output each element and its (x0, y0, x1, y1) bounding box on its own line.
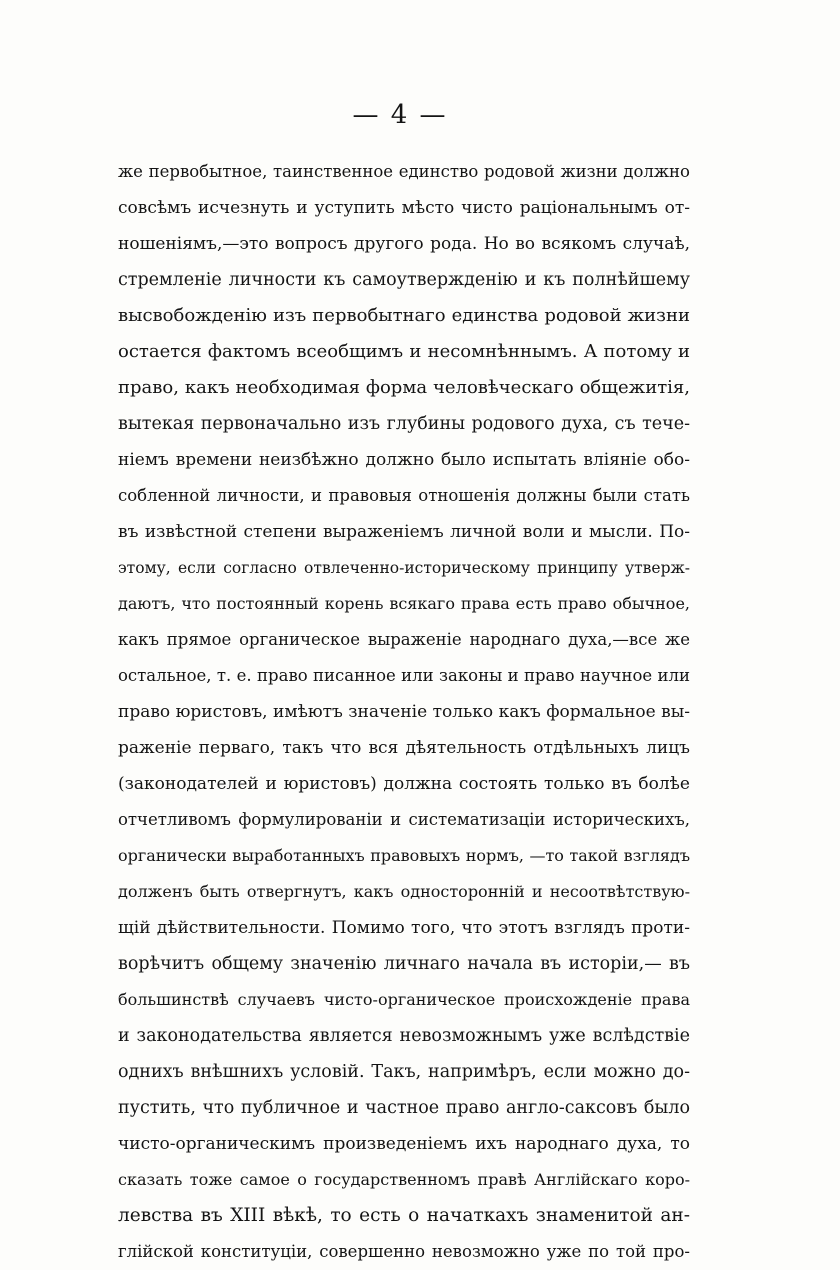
text-line-28: чисто-органическимъ произведеніемъ ихъ народнаго духа, то (118, 1134, 690, 1154)
body-text (118, 154, 690, 1270)
text-line-27: пустить, что публичное и частное право англо-саксовъ было (118, 1098, 690, 1118)
text-line-7: право, какъ необходимая форма человѣческаго общежитія, (118, 377, 690, 398)
text-line-16: право юристовъ, имѣютъ значеніе только какъ формальное вы- (118, 702, 690, 722)
text-line-9: ніемъ времени неизбѣжно должно было испытать вліяніе обо- (118, 450, 690, 470)
text-line-8: вытекая первоначально изъ глубины родового духа, съ тече- (118, 414, 690, 434)
text-line-20: органически выработанныхъ правовыхъ нормъ, —то такой взглядъ (118, 846, 690, 865)
text-line-4: стремленіе личности къ самоутвержденію и къ полнѣйшему (118, 270, 690, 290)
text-line-17: раженіе перваго, такъ что вся дѣятельность отдѣльныхъ лицъ (118, 738, 690, 758)
text-line-1: же первобытное, таинственное единство родовой жизни должно (118, 162, 690, 181)
text-line-25: и законодательства является невозможнымъ уже вслѣдствіе (118, 1026, 690, 1046)
text-line-29: сказать тоже самое о государственномъ правѣ Англійскаго коро- (118, 1170, 690, 1189)
page-number: — 4 — (352, 100, 448, 130)
text-line-5: высвобожденію изъ первобытнаго единства родовой жизни (118, 305, 690, 326)
text-line-6: остается фактомъ всеобщимъ и несомнѣннымъ. А потому и (118, 341, 690, 362)
text-line-15: остальное, т. е. право писанное или законы и право научное или (118, 666, 690, 685)
text-line-3: ношеніямъ,—это вопросъ другого рода. Но во всякомъ случаѣ, (118, 234, 690, 254)
text-line-30: левства въ XIII вѣкѣ, то есть о начаткахъ знаменитой ан- (118, 1205, 690, 1226)
text-line-26: однихъ внѣшнихъ условій. Такъ, напримѣръ, если можно до- (118, 1062, 690, 1082)
text-line-19: отчетливомъ формулированіи и систематизаціи историческихъ, (118, 810, 690, 829)
text-line-14: какъ прямое органическое выраженіе народнаго духа,—все же (118, 630, 690, 649)
text-line-24: большинствѣ случаевъ чисто-органическое происхожденіе права (118, 990, 690, 1009)
text-line-10: собленной личности, и правовыя отношенія должны были стать (118, 486, 690, 505)
text-line-23: ворѣчитъ общему значенію личнаго начала въ исторіи,— въ (118, 954, 690, 974)
text-line-12: этому, если согласно отвлеченно-историческому принципу утверж- (118, 559, 690, 577)
text-line-22: щій дѣйствительности. Помимо того, что этотъ взглядъ проти- (118, 918, 690, 938)
text-line-11: въ извѣстной степени выраженіемъ личной воли и мысли. По- (118, 522, 690, 542)
text-line-31: глійской конституціи, совершенно невозможно уже по той про- (118, 1242, 690, 1261)
text-line-2: совсѣмъ исчезнуть и уступить мѣсто чисто раціональнымъ от- (118, 198, 690, 218)
text-line-13: даютъ, что постоянный корень всякаго права есть право обычное, (118, 594, 690, 613)
text-line-18: (законодателей и юристовъ) должна состоять только въ болѣе (118, 774, 690, 794)
text-line-21: долженъ быть отвергнутъ, какъ односторонній и несоотвѣтствую- (118, 882, 690, 901)
